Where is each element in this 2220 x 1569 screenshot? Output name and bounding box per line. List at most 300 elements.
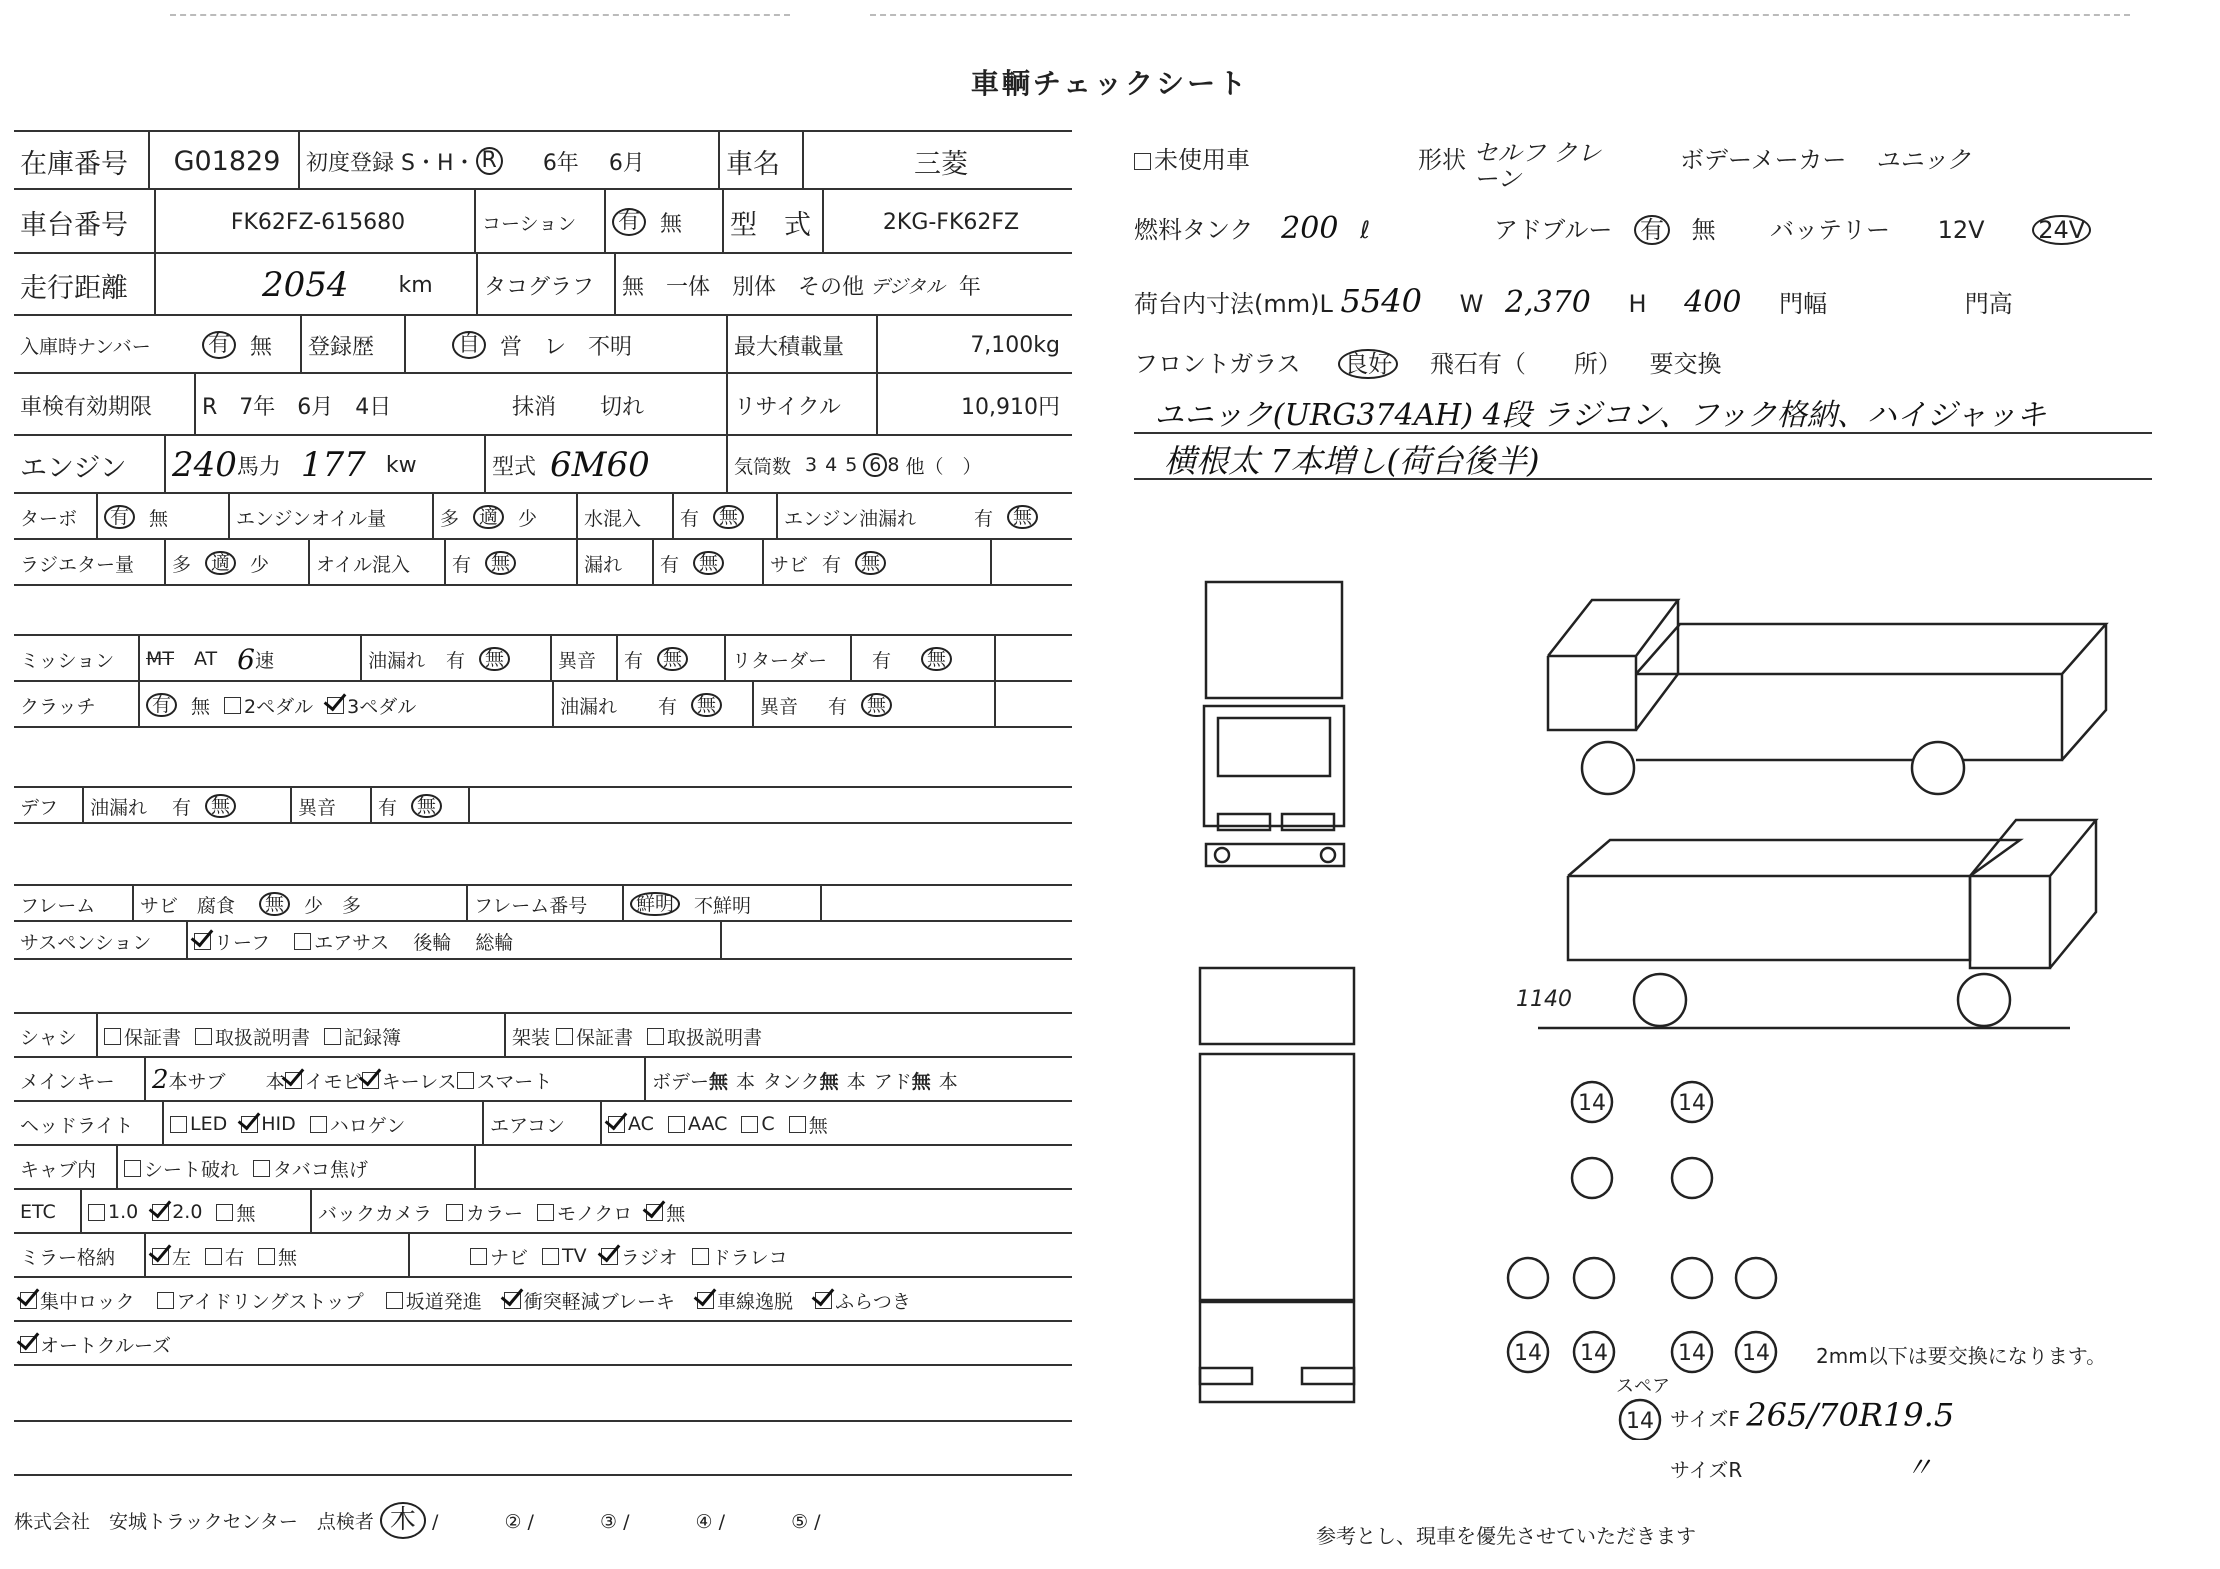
cnoise-cell bbox=[752, 682, 996, 728]
history-label: 登録歴 bbox=[300, 316, 404, 374]
key-unit: 本 bbox=[265, 1070, 285, 1093]
row-mission bbox=[14, 634, 1072, 682]
coating-no: 無 bbox=[660, 211, 683, 237]
pedal3-checkbox bbox=[327, 697, 344, 714]
tacho-options bbox=[614, 254, 1072, 316]
record-checkbox bbox=[324, 1028, 341, 1045]
waterleak-label: 漏れ bbox=[576, 540, 652, 586]
front-view-top bbox=[1206, 582, 1342, 698]
central-lock-checkbox bbox=[20, 1292, 37, 1309]
body-key-unit: 本 bbox=[736, 1070, 756, 1093]
row-features bbox=[14, 1276, 1072, 1322]
tire-mid-right bbox=[1672, 1158, 1712, 1198]
shape-label: 形状 bbox=[1418, 146, 1466, 174]
inspect-slot-3: ③ bbox=[599, 1511, 618, 1533]
tire-tread-fr: 14 bbox=[1678, 1091, 1706, 1116]
stock-number: G01829 bbox=[148, 132, 298, 190]
clutch-yes-circled: 有 bbox=[146, 693, 177, 718]
row-stock bbox=[14, 130, 1072, 190]
aac-opt: AAC bbox=[687, 1113, 728, 1135]
vehicle-check-form bbox=[14, 130, 1072, 1540]
mnoise-yes: 有 bbox=[624, 649, 644, 672]
warranty-checkbox bbox=[104, 1028, 121, 1045]
frame-degree: 少 多 bbox=[304, 894, 362, 917]
mirror-none-label: 無 bbox=[278, 1246, 298, 1269]
row-cab bbox=[14, 1144, 1072, 1190]
fuel-field bbox=[1134, 210, 1370, 246]
history-options bbox=[404, 316, 726, 374]
mission-speeds-unit: 速 bbox=[254, 649, 274, 672]
mirror-right-checkbox bbox=[205, 1248, 222, 1265]
top-view-deck bbox=[1200, 1054, 1354, 1300]
oil-many: 多 bbox=[440, 507, 460, 530]
frame-label: フレーム bbox=[20, 894, 96, 917]
aac-checkbox bbox=[668, 1116, 685, 1133]
drarec-label: ドラレコ bbox=[711, 1246, 788, 1269]
first-registration bbox=[298, 132, 718, 190]
hp-unit: 馬力 bbox=[236, 454, 281, 480]
rad-label: ラジエター量 bbox=[20, 553, 135, 576]
engine-power bbox=[164, 436, 484, 494]
mission-speeds: 6 bbox=[237, 642, 255, 676]
tank-key-value: 無 bbox=[819, 1070, 839, 1093]
ac-label: エアコン bbox=[482, 1102, 600, 1146]
hid-label: HID bbox=[261, 1113, 296, 1135]
keyless-checkbox bbox=[362, 1072, 379, 1089]
rear-lamp-right bbox=[1302, 1368, 1354, 1384]
radio-label: ラジオ bbox=[620, 1246, 678, 1269]
tire-rear-1 bbox=[1508, 1258, 1548, 1298]
oilmix-options bbox=[444, 540, 576, 586]
mirror-left-checkbox bbox=[152, 1248, 169, 1265]
history-self-circled: 自 bbox=[452, 331, 486, 359]
ac-none-checkbox bbox=[789, 1116, 806, 1133]
coating-label: コーション bbox=[474, 190, 604, 254]
mirror-right-label: 右 bbox=[225, 1246, 245, 1269]
rust-no-circled: 無 bbox=[855, 551, 886, 576]
brake-checkbox bbox=[504, 1292, 521, 1309]
mleak-options bbox=[440, 636, 550, 682]
body-key-label: ボデー bbox=[652, 1070, 710, 1093]
note-line-1 bbox=[1134, 390, 2152, 434]
plate-label: 入庫時ナンバー bbox=[20, 335, 151, 358]
inspect-slot-5: ⑤ bbox=[791, 1511, 809, 1533]
cleak-label: 油漏れ bbox=[552, 682, 652, 728]
lane-checkbox bbox=[697, 1292, 714, 1309]
inspect-slot-1: / bbox=[431, 1511, 439, 1533]
coating-yes-circled: 有 bbox=[612, 208, 646, 236]
seat-label: シート破れ bbox=[144, 1158, 240, 1181]
body-key-value: 無 bbox=[709, 1070, 729, 1093]
maker-field bbox=[1680, 140, 1971, 175]
leak-no-circled: 無 bbox=[1007, 505, 1038, 530]
retarder-yes: 有 bbox=[872, 649, 892, 672]
inspector-stamp: 木 bbox=[380, 1502, 426, 1539]
water-yes: 有 bbox=[680, 507, 700, 530]
truck-diagram bbox=[1190, 560, 2150, 1440]
cam-color-checkbox bbox=[446, 1204, 463, 1221]
oil-options bbox=[432, 494, 576, 540]
gate-height-label: 門高 bbox=[1964, 290, 2013, 318]
pedal2-label: 2ペダル bbox=[244, 695, 314, 718]
front-wheel-right bbox=[1321, 848, 1335, 862]
rust-label: サビ bbox=[770, 553, 809, 576]
cab-label: キャブ内 bbox=[20, 1158, 97, 1181]
frame-number-label: フレーム番号 bbox=[466, 886, 622, 922]
navi-label: ナビ bbox=[490, 1246, 529, 1269]
susp-rear: 後輪 bbox=[413, 931, 452, 954]
mirror-options bbox=[144, 1234, 408, 1278]
model-code: 2KG-FK62FZ bbox=[822, 190, 1072, 254]
fuel-value: 200 bbox=[1281, 211, 1339, 246]
hid-checkbox bbox=[241, 1116, 258, 1133]
glass-field bbox=[1134, 344, 1721, 379]
frame-options bbox=[132, 886, 466, 922]
row-plate bbox=[14, 314, 1072, 374]
cam-none-label: 無 bbox=[666, 1202, 686, 1225]
key-options bbox=[144, 1058, 644, 1102]
frame-none-circled: 無 bbox=[259, 892, 290, 917]
key-label: メインキー bbox=[20, 1070, 115, 1093]
etc-label: ETC bbox=[20, 1201, 56, 1223]
front-wheel-left bbox=[1215, 848, 1229, 862]
waterleak-options bbox=[652, 540, 762, 586]
blank-row bbox=[14, 726, 1072, 788]
inspect-slot-2: ② bbox=[504, 1511, 522, 1533]
cam-color-label: カラー bbox=[466, 1202, 524, 1225]
deck-label: 荷台内寸法(mm)L bbox=[1134, 290, 1333, 318]
front-bumper bbox=[1206, 844, 1344, 866]
air-label: エアサス bbox=[314, 931, 390, 954]
stock-label: 在庫番号 bbox=[20, 148, 128, 180]
mirror-none-checkbox bbox=[258, 1248, 275, 1265]
etc-options bbox=[80, 1190, 310, 1234]
size-r-label: サイズR bbox=[1670, 1458, 1743, 1482]
row-mirror bbox=[14, 1232, 1072, 1278]
aux-keys bbox=[644, 1058, 1072, 1102]
side2-wheel-rear bbox=[1958, 974, 2010, 1026]
row-engine bbox=[14, 434, 1072, 494]
pedal2-checkbox bbox=[224, 697, 241, 714]
row-mileage bbox=[14, 252, 1072, 316]
tacho-label: タコグラフ bbox=[476, 254, 614, 316]
smart-label: スマート bbox=[476, 1070, 553, 1093]
reg-month: 6月 bbox=[608, 150, 645, 176]
front-view-cab bbox=[1204, 706, 1344, 826]
coating-options bbox=[604, 190, 722, 254]
maker-value: ユニック bbox=[1875, 146, 1971, 174]
wobble-checkbox bbox=[815, 1292, 832, 1309]
tank-key-label: タンク bbox=[763, 1070, 820, 1093]
body-doc-label: 架装 bbox=[512, 1026, 551, 1049]
clutch-no: 無 bbox=[191, 695, 211, 718]
top-view-cab bbox=[1200, 968, 1354, 1044]
key-count: 2 bbox=[152, 1065, 169, 1095]
model-label: 型 式 bbox=[722, 190, 822, 254]
keyless-label: キーレス bbox=[381, 1070, 457, 1093]
cleak-options bbox=[652, 682, 752, 728]
tire-tread-fl: 14 bbox=[1578, 1091, 1606, 1116]
mileage-label: 走行距離 bbox=[20, 272, 128, 304]
side2-wheel-front bbox=[1634, 974, 1686, 1026]
water-label: 水混入 bbox=[576, 494, 672, 540]
cyl-other: 他（ ） bbox=[905, 455, 982, 478]
oil-mid-circled: 適 bbox=[473, 505, 504, 530]
deck-length: 5540 bbox=[1340, 282, 1422, 320]
make-name: 三菱 bbox=[802, 132, 1072, 190]
oilmix-yes: 有 bbox=[452, 553, 472, 576]
turbo-yes-circled: 有 bbox=[104, 505, 135, 530]
susp-all: 総輪 bbox=[475, 931, 514, 954]
lane-label: 車線逸脱 bbox=[717, 1290, 794, 1313]
blank-row bbox=[14, 958, 1072, 1014]
mleak-label: 油漏れ bbox=[360, 636, 440, 682]
inspection-date: R 7年 6月 4日 bbox=[194, 374, 506, 436]
cnoise-no-circled: 無 bbox=[861, 693, 892, 718]
cam-mono-checkbox bbox=[537, 1204, 554, 1221]
wobble-label: ふらつき bbox=[835, 1290, 911, 1313]
deck-dimensions bbox=[1134, 282, 2013, 320]
mission-label: ミッション bbox=[20, 649, 115, 672]
size-r-value: 〃 bbox=[1905, 1451, 1934, 1484]
cyl-4: 4 bbox=[825, 454, 838, 476]
dleak-yes: 有 bbox=[172, 796, 192, 819]
equipment-note-1: ユニック(URG374AH) 4段 ラジコン、フック格納、ハイジャッキ bbox=[1154, 398, 2047, 433]
leaf-checkbox bbox=[194, 933, 211, 950]
size-f-label: サイズF bbox=[1670, 1407, 1740, 1431]
tank-key-unit: 本 bbox=[846, 1070, 866, 1093]
smart-checkbox bbox=[457, 1072, 474, 1089]
front-window bbox=[1218, 718, 1330, 776]
pedal3-label: 3ペダル bbox=[347, 695, 417, 718]
spare-label: スペア bbox=[1616, 1376, 1670, 1397]
inspect-sep-5: / bbox=[814, 1511, 821, 1533]
camera-options bbox=[310, 1190, 1072, 1234]
row-keys bbox=[14, 1056, 1072, 1102]
central-lock-label: 集中ロック bbox=[40, 1290, 135, 1313]
chassis-doc-options bbox=[96, 1014, 504, 1058]
tobacco-checkbox bbox=[253, 1160, 270, 1177]
etc-none-checkbox bbox=[216, 1204, 233, 1221]
row-etc bbox=[14, 1188, 1072, 1234]
frame-rust-corrosion: サビ 腐食 bbox=[140, 894, 236, 917]
glass-good-circled: 良好 bbox=[1338, 349, 1398, 379]
adblue-no: 無 bbox=[1691, 216, 1716, 244]
mission-options bbox=[138, 636, 360, 682]
cnoise-yes: 有 bbox=[828, 695, 848, 718]
waterleak-yes: 有 bbox=[660, 553, 680, 576]
mirror-label: ミラー格納 bbox=[20, 1246, 116, 1269]
deck-height: 400 bbox=[1684, 285, 1742, 320]
side-view-cab bbox=[1548, 600, 1678, 730]
form-footer bbox=[14, 1502, 1072, 1539]
hill-checkbox bbox=[386, 1292, 403, 1309]
frame-number-unclear: 不鮮明 bbox=[694, 894, 752, 917]
susp-label: サスペンション bbox=[20, 931, 152, 954]
mnoise-label: 異音 bbox=[550, 636, 616, 682]
hill-label: 坂道発進 bbox=[405, 1290, 482, 1313]
shape-field bbox=[1418, 140, 1604, 193]
dleak-label: 油漏れ bbox=[82, 788, 166, 824]
bwarranty-checkbox bbox=[556, 1028, 573, 1045]
halogen-checkbox bbox=[310, 1116, 327, 1133]
navi-checkbox bbox=[470, 1248, 487, 1265]
manual-label: 取扱説明書 bbox=[215, 1026, 311, 1049]
footnote: 参考とし、現車を優先させていただきます bbox=[1316, 1524, 1696, 1548]
name-label: 車名 bbox=[718, 132, 802, 190]
etc2-label: 2.0 bbox=[172, 1201, 203, 1223]
bmanual-checkbox bbox=[647, 1028, 664, 1045]
seat-checkbox bbox=[124, 1160, 141, 1177]
engine-type-value: 6M60 bbox=[550, 445, 650, 485]
front-lamp-left bbox=[1218, 814, 1270, 830]
deck-width: 2,370 bbox=[1504, 285, 1591, 320]
retarder-options bbox=[850, 636, 996, 682]
glass-label: フロントガラス bbox=[1134, 350, 1301, 378]
row-chassis bbox=[14, 188, 1072, 254]
company-inspector: 株式会社 安城トラックセンター 点検者 bbox=[14, 1511, 374, 1533]
cam-none-checkbox bbox=[646, 1204, 663, 1221]
etc1-label: 1.0 bbox=[108, 1201, 139, 1223]
ac-opt: AC bbox=[628, 1113, 654, 1135]
leak-options bbox=[968, 494, 1072, 540]
water-no-circled: 無 bbox=[713, 505, 744, 530]
side-wheel-front bbox=[1582, 742, 1634, 794]
leak-label: エンジン油漏れ bbox=[776, 494, 968, 540]
blank-row bbox=[14, 584, 1072, 636]
deck-width-label: W bbox=[1459, 290, 1484, 318]
bwarranty-label: 保証書 bbox=[576, 1026, 634, 1049]
ac-none-opt: 無 bbox=[808, 1114, 828, 1137]
tire-tread-r4: 14 bbox=[1742, 1341, 1770, 1366]
feature-options bbox=[14, 1278, 1072, 1322]
adblue-field bbox=[1494, 210, 1716, 245]
row-radiator bbox=[14, 538, 1072, 586]
side-wheel-rear bbox=[1912, 742, 1964, 794]
gate-width-label: 門幅 bbox=[1779, 290, 1828, 318]
cruise-label: オートクルーズ bbox=[40, 1334, 172, 1357]
row-documents bbox=[14, 1012, 1072, 1058]
c-checkbox bbox=[741, 1116, 758, 1133]
unused-label: 未使用車 bbox=[1154, 146, 1250, 174]
cyl-5: 5 bbox=[845, 454, 858, 476]
retarder-no-circled: 無 bbox=[921, 647, 952, 672]
inspection-status: 抹消 切れ bbox=[512, 394, 645, 420]
adblue-label: アドブルー bbox=[1494, 216, 1613, 244]
kw-unit: kw bbox=[385, 452, 417, 478]
glass-replace: 要交換 bbox=[1649, 350, 1722, 378]
battery-field bbox=[1770, 210, 2091, 245]
frame-number-clear-circled: 鮮明 bbox=[630, 892, 680, 917]
glass-chip: 飛石有（ 所） bbox=[1429, 350, 1622, 378]
tire-note: 2mm以下は要交換になります。 bbox=[1816, 1344, 2107, 1368]
dnoise-options bbox=[370, 788, 470, 824]
key-sub: 本サブ bbox=[168, 1070, 226, 1093]
oil-few: 少 bbox=[518, 507, 538, 530]
manual-checkbox bbox=[195, 1028, 212, 1045]
rust-cell bbox=[762, 540, 992, 586]
cyl-6-circled: 6 bbox=[863, 453, 887, 478]
halogen-label: ハロゲン bbox=[329, 1114, 406, 1137]
immo-checkbox bbox=[285, 1072, 302, 1089]
rad-many: 多 bbox=[172, 553, 192, 576]
radio-checkbox bbox=[601, 1248, 618, 1265]
row-clutch bbox=[14, 680, 1072, 728]
ac-checkbox bbox=[608, 1116, 625, 1133]
tire-tread-r1: 14 bbox=[1514, 1341, 1542, 1366]
oil-label: エンジンオイル量 bbox=[228, 494, 432, 540]
tire-tread-r3: 14 bbox=[1678, 1341, 1706, 1366]
row-inspection bbox=[14, 372, 1072, 436]
leaf-label: リーフ bbox=[214, 931, 271, 954]
mileage-cell bbox=[154, 254, 476, 316]
retarder-label: リターダー bbox=[724, 636, 850, 682]
equipment-note-2: 横根太 7本増し(荷台後半) bbox=[1164, 442, 1540, 480]
led-label: LED bbox=[190, 1113, 228, 1135]
rad-few: 少 bbox=[250, 553, 270, 576]
oilmix-no-circled: 無 bbox=[485, 551, 516, 576]
recycle-value: 10,910円 bbox=[876, 374, 1072, 436]
row-turbo bbox=[14, 492, 1072, 540]
cruise-checkbox bbox=[20, 1336, 37, 1353]
body-doc-options bbox=[504, 1014, 1072, 1058]
headlight-options bbox=[162, 1102, 482, 1146]
mileage-unit: km bbox=[398, 272, 433, 298]
mirror-left-label: 左 bbox=[172, 1246, 192, 1269]
diff-label: デフ bbox=[20, 796, 59, 819]
size-r-field bbox=[1670, 1446, 1933, 1486]
record-label: 記録簿 bbox=[344, 1026, 402, 1049]
cab-options bbox=[116, 1146, 476, 1190]
rear-lamp-left bbox=[1200, 1368, 1252, 1384]
rad-mid-circled: 適 bbox=[205, 551, 236, 576]
immo-label: イモビ bbox=[304, 1070, 362, 1093]
deck-height-label: H bbox=[1628, 290, 1647, 318]
turbo-label: ターボ bbox=[20, 507, 78, 530]
unused-option bbox=[1134, 140, 1250, 175]
reg-era-circled: R bbox=[476, 147, 503, 175]
tacho-year: 年 bbox=[958, 274, 981, 300]
adblue-key-label: アド bbox=[873, 1070, 912, 1093]
unused-checkbox bbox=[1134, 153, 1151, 170]
fuel-unit: ℓ bbox=[1360, 216, 1370, 244]
shape-value: セルフ クレーン bbox=[1473, 139, 1602, 194]
led-checkbox bbox=[170, 1116, 187, 1133]
idling-checkbox bbox=[157, 1292, 174, 1309]
cylinders bbox=[726, 436, 1072, 494]
cyl-8: 8 bbox=[887, 454, 900, 476]
side-view-deck bbox=[1636, 624, 2106, 760]
tv-checkbox bbox=[542, 1248, 559, 1265]
engine-type bbox=[484, 436, 726, 494]
plate-options bbox=[196, 316, 300, 374]
cyl-3: 3 bbox=[805, 454, 818, 476]
rad-options bbox=[164, 540, 308, 586]
idling-label: アイドリングストップ bbox=[176, 1290, 364, 1313]
inspect-sep-3: / bbox=[623, 1511, 630, 1533]
adblue-yes-circled: 有 bbox=[1634, 215, 1670, 245]
battery-24v-circled: 24V bbox=[2032, 215, 2091, 245]
camera-label: バックカメラ bbox=[318, 1202, 433, 1225]
tv-label: TV bbox=[562, 1245, 587, 1267]
cyl-label: 気筒数 bbox=[734, 455, 792, 478]
susp-options bbox=[186, 922, 722, 960]
waterleak-no-circled: 無 bbox=[693, 551, 724, 576]
chassis-label: 車台番号 bbox=[20, 209, 128, 241]
row-suspension bbox=[14, 920, 1072, 960]
size-f-value: 265/70R19.5 bbox=[1746, 1396, 1955, 1434]
mleak-yes: 有 bbox=[446, 649, 466, 672]
